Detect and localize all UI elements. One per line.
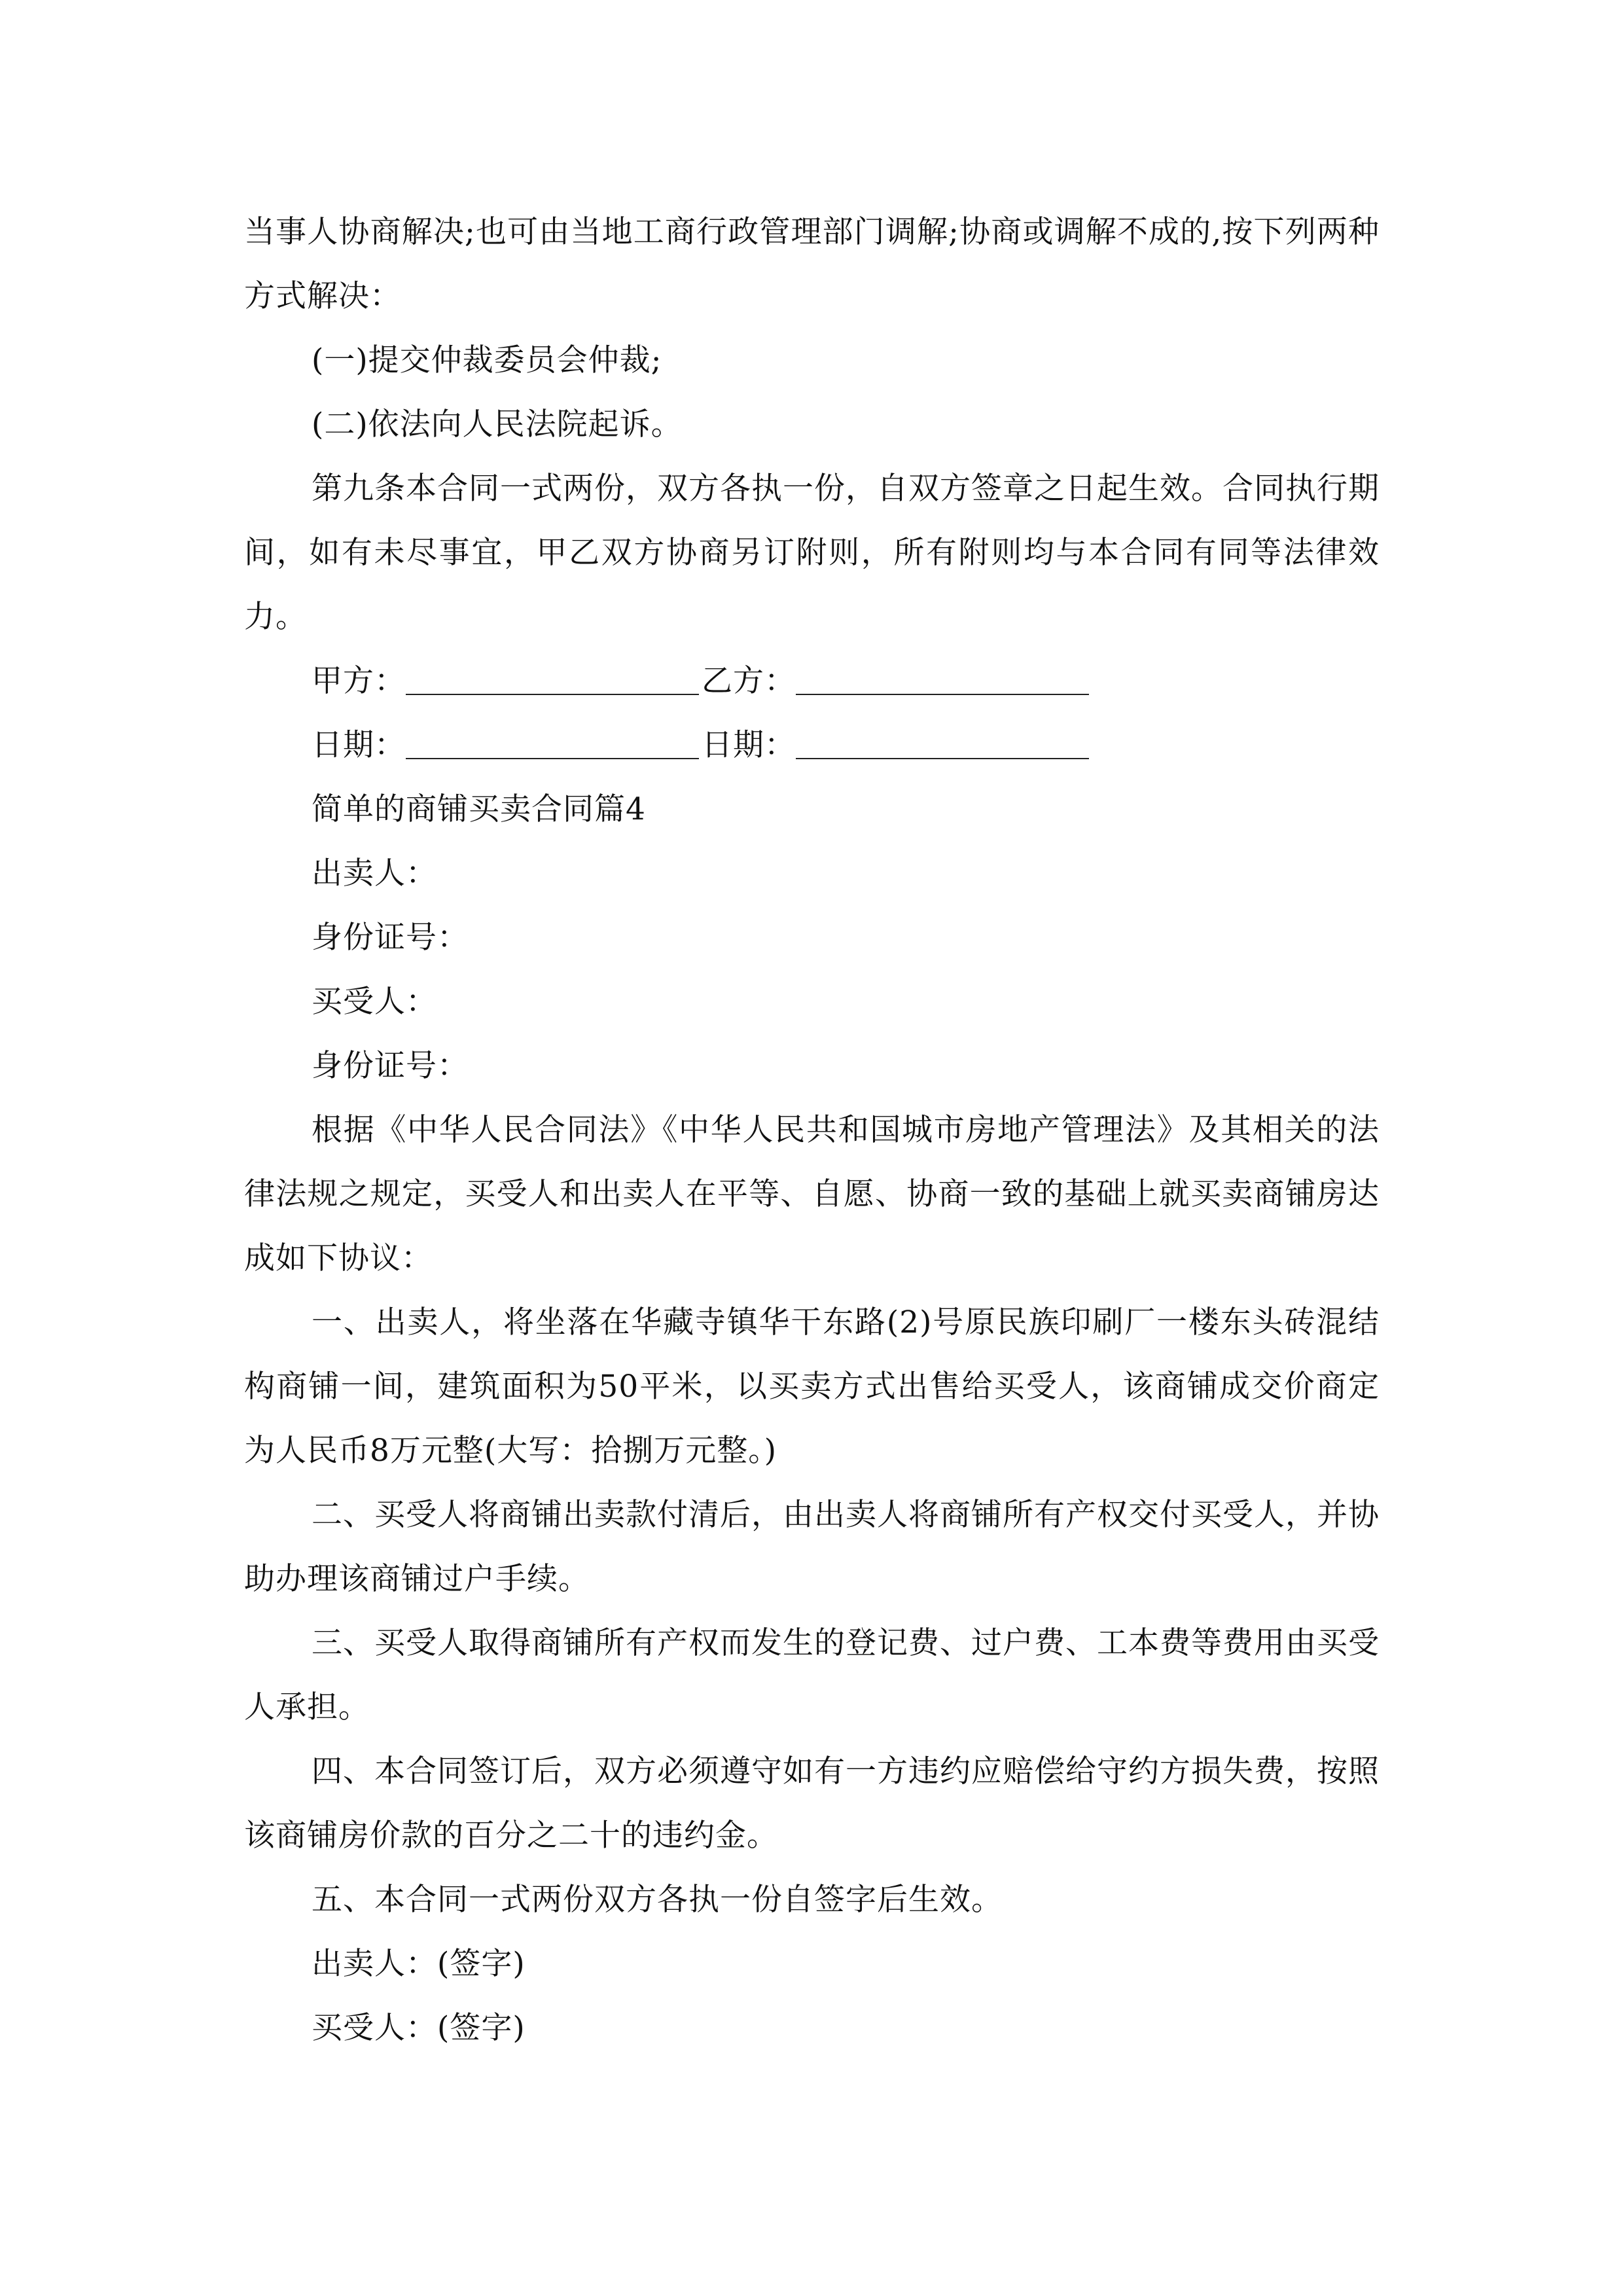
clause-one: 一、出卖人，将坐落在华藏寺镇华干东路(2)号原民族印刷厂一楼东头砖混结构商铺一间，建筑面积为50平米，以买卖方式出售给买受人，该商铺成交价商定为人民币8万元整(大写：拾捌万元整。) bbox=[244, 1304, 1380, 1469]
party-a-label: 甲方： bbox=[312, 663, 406, 699]
party-b-blank-line bbox=[796, 691, 1089, 695]
clause-three: 三、买受人取得商铺所有产权而发生的登记费、过户费、工本费等费用由买受人承担。 bbox=[244, 1625, 1380, 1725]
clause-four: 四、本合同签订后，双方必须遵守如有一方违约应赔偿给守约方损失费，按照该商铺房价款的百分之二十的违约金。 bbox=[244, 1753, 1380, 1854]
seller-signature: 出卖人：(签字) bbox=[312, 1946, 526, 1982]
paragraph-article-nine: 第九条本合同一式两份，双方各执一份，自双方签章之日起生效。合同执行期间，如有未尽事宜，甲乙双方协商另订附则，所有附则均与本合同有同等法律效力。 bbox=[244, 471, 1380, 635]
buyer-signature: 买受人：(签字) bbox=[312, 2010, 526, 2046]
clause-five: 五、本合同一式两份双方各执一份自签字后生效。 bbox=[312, 1882, 1003, 1918]
seller-label: 出卖人： bbox=[312, 855, 437, 891]
date-b-blank-line bbox=[796, 755, 1089, 759]
signature-row-dates bbox=[244, 713, 1380, 778]
paragraph-legal-basis: 根据《中华人民合同法》《中华人民共和国城市房地产管理法》及其相关的法律法规之规定，买受人和出卖人在平等、自愿、协商一致的基础上就买卖商铺房达成如下协议： bbox=[244, 1112, 1380, 1276]
date-b-label: 日期： bbox=[702, 727, 796, 763]
buyer-id-label: 身份证号： bbox=[312, 1048, 469, 1084]
date-a-blank-line bbox=[406, 755, 699, 759]
party-b-label: 乙方： bbox=[702, 663, 796, 699]
document-body bbox=[244, 200, 1380, 2060]
signature-row-parties bbox=[244, 649, 1380, 713]
section-title-contract-4: 简单的商铺买卖合同篇4 bbox=[312, 791, 646, 827]
paragraph-dispute-resolution: 当事人协商解决;也可由当地工商行政管理部门调解;协商或调解不成的,按下列两种方式解决： bbox=[244, 214, 1380, 314]
paragraph-lawsuit: (二)依法向人民法院起诉。 bbox=[312, 406, 683, 442]
seller-id-label: 身份证号： bbox=[312, 920, 469, 956]
clause-two: 二、买受人将商铺出卖款付清后，由出卖人将商铺所有产权交付买受人，并协助办理该商铺过户手续。 bbox=[244, 1497, 1380, 1597]
buyer-label: 买受人： bbox=[312, 984, 437, 1020]
paragraph-arbitration: (一)提交仲裁委员会仲裁; bbox=[312, 342, 662, 378]
date-a-label: 日期： bbox=[312, 727, 406, 763]
party-a-blank-line bbox=[406, 691, 699, 695]
